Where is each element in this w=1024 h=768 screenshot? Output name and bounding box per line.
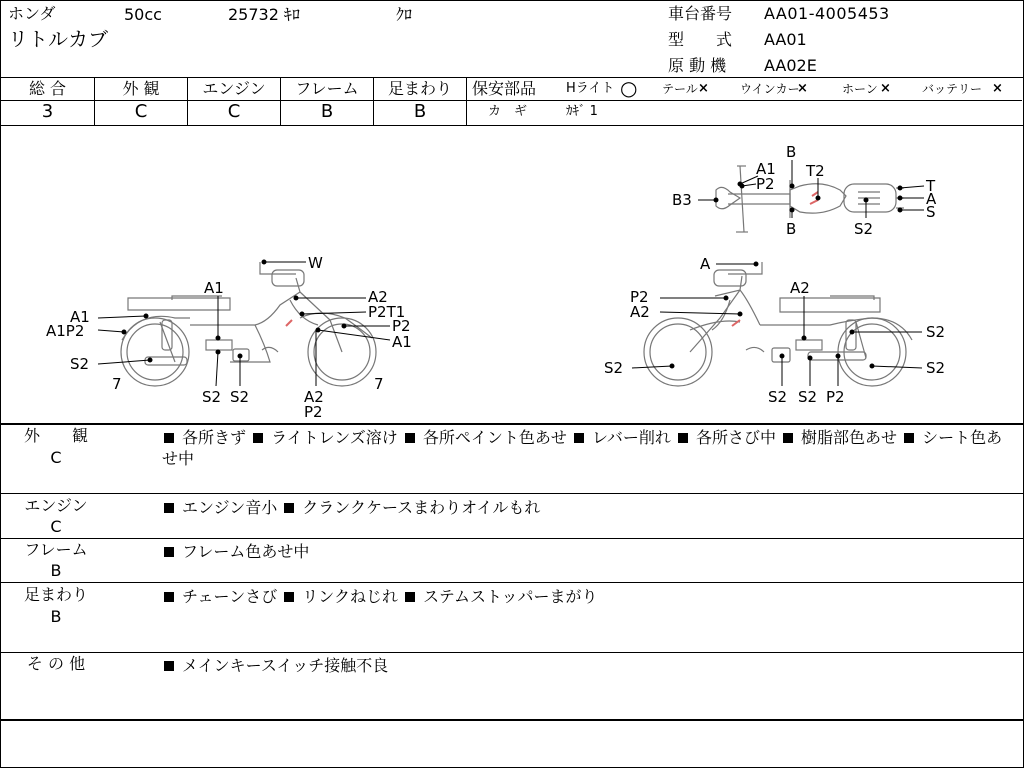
divider xyxy=(1,423,1023,425)
note-item: チェーンさび xyxy=(182,587,278,606)
diagram-label: P2 xyxy=(304,403,323,421)
diagram-label: S2 xyxy=(202,388,222,406)
note-item: フレーム色あせ中 xyxy=(182,542,310,561)
bullet-icon xyxy=(164,433,174,443)
divider xyxy=(1,493,1023,494)
safety-battery-label: バッテリー xyxy=(922,82,983,96)
diagram-label: P2 xyxy=(756,175,775,193)
section-title-exterior: 外 観 xyxy=(23,426,88,445)
grade-value-exterior: C xyxy=(134,101,148,122)
diagram-label: B xyxy=(786,220,797,238)
diagram-label: P2T1 xyxy=(368,303,406,321)
chassis-label: 車台番号 xyxy=(668,4,733,23)
diagram-label: S2 xyxy=(926,323,946,341)
section-notes-engine xyxy=(162,497,1008,518)
note-item: 各所きず xyxy=(182,428,247,447)
note-item: クランクケースまわりオイルもれ xyxy=(302,498,541,517)
note-item: シート色あせ中 xyxy=(162,428,1003,468)
safety-tail-label: テール xyxy=(662,82,698,96)
diagram-label: A2 xyxy=(304,388,324,406)
bullet-icon xyxy=(678,433,688,443)
divider xyxy=(466,77,467,125)
divider xyxy=(1,652,1023,653)
diagram-label: S2 xyxy=(798,388,818,406)
bike-left-side-view xyxy=(121,262,376,386)
section-notes-exterior xyxy=(162,427,1008,469)
safety-horn-mark: × xyxy=(880,81,891,96)
divider xyxy=(1,582,1023,583)
note-item: 樹脂部色あせ xyxy=(801,428,898,447)
grade-value-frame: B xyxy=(320,101,334,122)
diagram-label: A2 xyxy=(630,303,650,321)
note-item: レバー削れ xyxy=(591,428,671,447)
displacement-text: 50cc xyxy=(124,5,162,24)
color-text: ｸﾛ xyxy=(396,5,413,24)
diagram-label: S2 xyxy=(854,220,874,238)
diagram-label: S xyxy=(926,203,936,221)
damage-diagram xyxy=(0,126,1024,423)
safety-title: 保安部品 xyxy=(472,79,537,98)
note-item: リンクねじれ xyxy=(302,587,398,606)
section-notes-suspension xyxy=(162,586,1008,607)
bullet-icon xyxy=(253,433,263,443)
note-item: エンジン音小 xyxy=(182,498,278,517)
bullet-icon xyxy=(164,661,174,671)
note-item: メインキースイッチ接触不良 xyxy=(182,656,389,675)
divider xyxy=(1,719,1023,721)
divider xyxy=(1,538,1023,539)
diagram-label: 7 xyxy=(112,375,122,393)
safety-winker-mark: × xyxy=(797,81,808,96)
note-item: ライトレンズ溶け xyxy=(271,428,398,447)
diagram-label: S2 xyxy=(230,388,250,406)
safety-headlight-label: Hライト xyxy=(566,81,615,96)
diagram-label: A2 xyxy=(368,288,388,306)
grade-label-suspension: 足まわり xyxy=(387,79,452,98)
bullet-icon xyxy=(164,503,174,513)
section-grade-engine: C xyxy=(50,517,62,536)
bullet-icon xyxy=(164,547,174,557)
section-title-frame: フレーム xyxy=(24,540,88,559)
safety-horn-label: ホーン xyxy=(842,82,878,96)
safety-battery-mark: × xyxy=(992,81,1003,96)
chassis-value: AA01-4005453 xyxy=(764,4,890,23)
section-grade-exterior: C xyxy=(50,448,62,467)
model-name: リトルカブ xyxy=(8,27,108,51)
note-item: ステムストッパーまがり xyxy=(423,587,598,606)
diagram-label: S2 xyxy=(70,355,90,373)
grade-label-exterior: 外 観 xyxy=(122,79,160,98)
diagram-label: P2 xyxy=(630,288,649,306)
diagram-label: A1 xyxy=(756,160,776,178)
section-title-suspension: 足まわり xyxy=(23,585,88,604)
grade-value-suspension: B xyxy=(413,101,427,122)
note-item: 各所ペイント色あせ xyxy=(422,428,567,447)
engine-label: 原 動 機 xyxy=(668,56,727,75)
diagram-label: P2 xyxy=(826,388,845,406)
bullet-icon xyxy=(284,592,294,602)
bullet-icon xyxy=(783,433,793,443)
divider xyxy=(466,100,1022,101)
grade-value-engine: C xyxy=(227,101,241,122)
diagram-label: T xyxy=(926,177,936,195)
diagram-label: B xyxy=(786,143,797,161)
diagram-label: W xyxy=(308,254,323,272)
diagram-label: 7 xyxy=(374,375,384,393)
section-title-other: そ の 他 xyxy=(26,654,86,673)
diagram-label: S2 xyxy=(768,388,788,406)
bullet-icon xyxy=(574,433,584,443)
diagram-label: A1 xyxy=(70,308,90,326)
bullet-icon xyxy=(904,433,914,443)
section-title-engine: エンジン xyxy=(24,496,88,515)
bullet-icon xyxy=(405,592,415,602)
note-item: 各所さび中 xyxy=(695,428,776,447)
section-grade-suspension: B xyxy=(50,607,62,626)
bullet-icon xyxy=(284,503,294,513)
diagram-label: A1 xyxy=(204,279,224,297)
type-label: 型 式 xyxy=(668,30,733,49)
divider xyxy=(1,77,1023,78)
bullet-icon xyxy=(405,433,415,443)
diagram-label: A1 xyxy=(392,333,412,351)
grade-label-engine: エンジン xyxy=(202,79,266,98)
diagram-label: B3 xyxy=(672,191,692,209)
diagram-label: A xyxy=(700,255,711,273)
section-grade-frame: B xyxy=(50,561,62,580)
section-notes-frame xyxy=(162,541,1008,562)
diagram-label: P2 xyxy=(392,317,411,335)
safety-headlight-mark: ○ xyxy=(620,76,638,100)
diagram-label: A xyxy=(926,190,937,208)
grade-value-overall: 3 xyxy=(41,101,54,122)
safety-tail-mark: × xyxy=(698,81,709,96)
bullet-icon xyxy=(164,592,174,602)
type-value: AA01 xyxy=(764,30,807,49)
grade-label-frame: フレーム xyxy=(295,79,359,98)
key-label: カ ギ xyxy=(488,104,528,119)
mileage-text: 25732 ｷﾛ xyxy=(228,5,300,24)
safety-winker-label: ウインカー xyxy=(740,82,800,96)
key-value: ｶｷﾞ 1 xyxy=(566,104,598,119)
diagram-label: A2 xyxy=(790,279,810,297)
grade-label-overall: 総 合 xyxy=(28,79,67,98)
diagram-label: S2 xyxy=(604,359,624,377)
engine-value: AA02E xyxy=(764,56,817,75)
section-notes-other xyxy=(162,655,1008,676)
diagram-label: A1P2 xyxy=(46,322,85,340)
diagram-label: T2 xyxy=(806,162,825,180)
maker-text: ホンダ xyxy=(8,4,56,23)
diagram-label: S2 xyxy=(926,359,946,377)
